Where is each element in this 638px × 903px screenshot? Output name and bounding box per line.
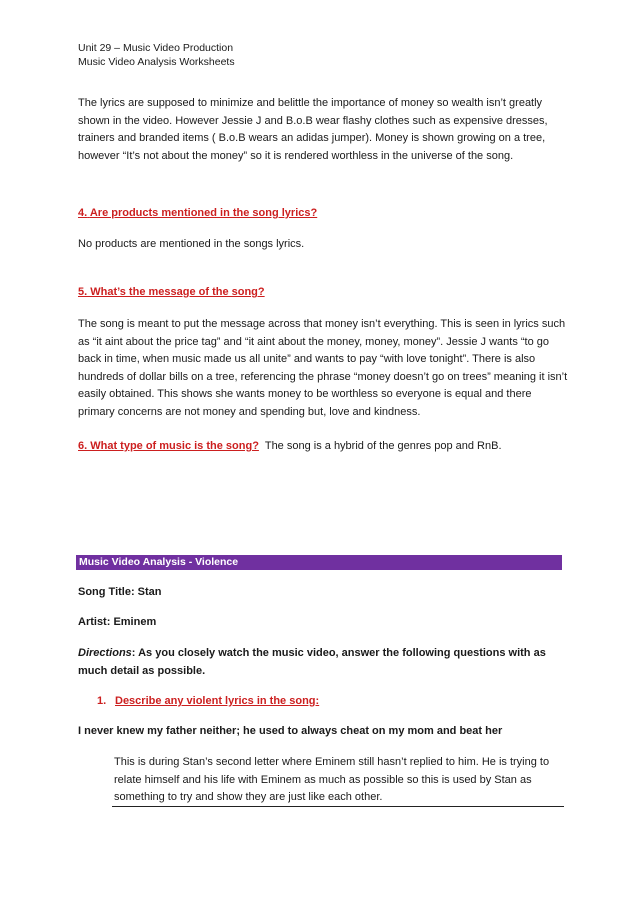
directions (78, 645, 548, 680)
violence-question-1-number: 1. (97, 695, 107, 707)
violence-section-banner: Music Video Analysis - Violence (76, 555, 562, 570)
question-4-text: Are products mentioned in the song lyrics? (89, 207, 318, 219)
song-title: Song Title: Stan (78, 586, 162, 598)
answer-underline (112, 806, 564, 807)
answer-6: The song is a hybrid of the genres pop and RnB. (264, 440, 502, 452)
violent-lyric: I never knew my father neither; he used to always cheat on my mom and beat her (78, 725, 503, 737)
violent-lyric-answer: This is during Stan’s second letter where Eminem still hasn’t replied to him. He is trying to relate himself and his life with Eminem as much as possible so this is used by Stan as something to try and show they are just like each other. (114, 756, 550, 803)
violence-question-1 (97, 693, 319, 710)
question-4-number: 4. (78, 207, 88, 219)
artist: Artist: Eminem (78, 616, 157, 628)
answer-5: The song is meant to put the message across that money isn’t everything. This is seen in lyrics such as “it aint about the price tag” and “it aint about the money, money, money”. Jessie J wants “to go back in time, when music made us all unite” and wants to pay “with love tonight”. There is also hundreds of dollar bills on a tree, referencing the phrase “money doesn’t go on trees” meaning it isn’t easily obtained. This shows she wants money to be worthless so everyone is equal and there primary concerns are not money and spending but, love and kindness. (78, 318, 568, 418)
violence-question-1-text: Describe any violent lyrics in the song: (115, 695, 320, 707)
answer-4: No products are mentioned in the songs lyrics. (78, 238, 305, 250)
directions-label: Directions (78, 647, 132, 659)
question-6: 6. What type of music is the song? (78, 440, 259, 452)
directions-text: : As you closely watch the music video, answer the following questions with as much detail as possible. (78, 647, 546, 677)
question-5: 5. What’s the message of the song? (78, 286, 265, 298)
header-subtitle: Music Video Analysis Worksheets (78, 56, 235, 68)
header-unit: Unit 29 – Music Video Production (78, 42, 234, 54)
wealth-paragraph: The lyrics are supposed to minimize and belittle the importance of money so wealth isn’t greatly shown in the video. However Jessie J and B.o.B wear flashy clothes such as expensive dresses, trainers and branded items ( B.o.B wears an adidas jumper). Money is shown growing on a tree, however “It’s not about the money” so it is rendered worthless in the universe of the song. (78, 97, 548, 162)
question-4 (78, 205, 317, 222)
question-6-line (78, 438, 578, 456)
